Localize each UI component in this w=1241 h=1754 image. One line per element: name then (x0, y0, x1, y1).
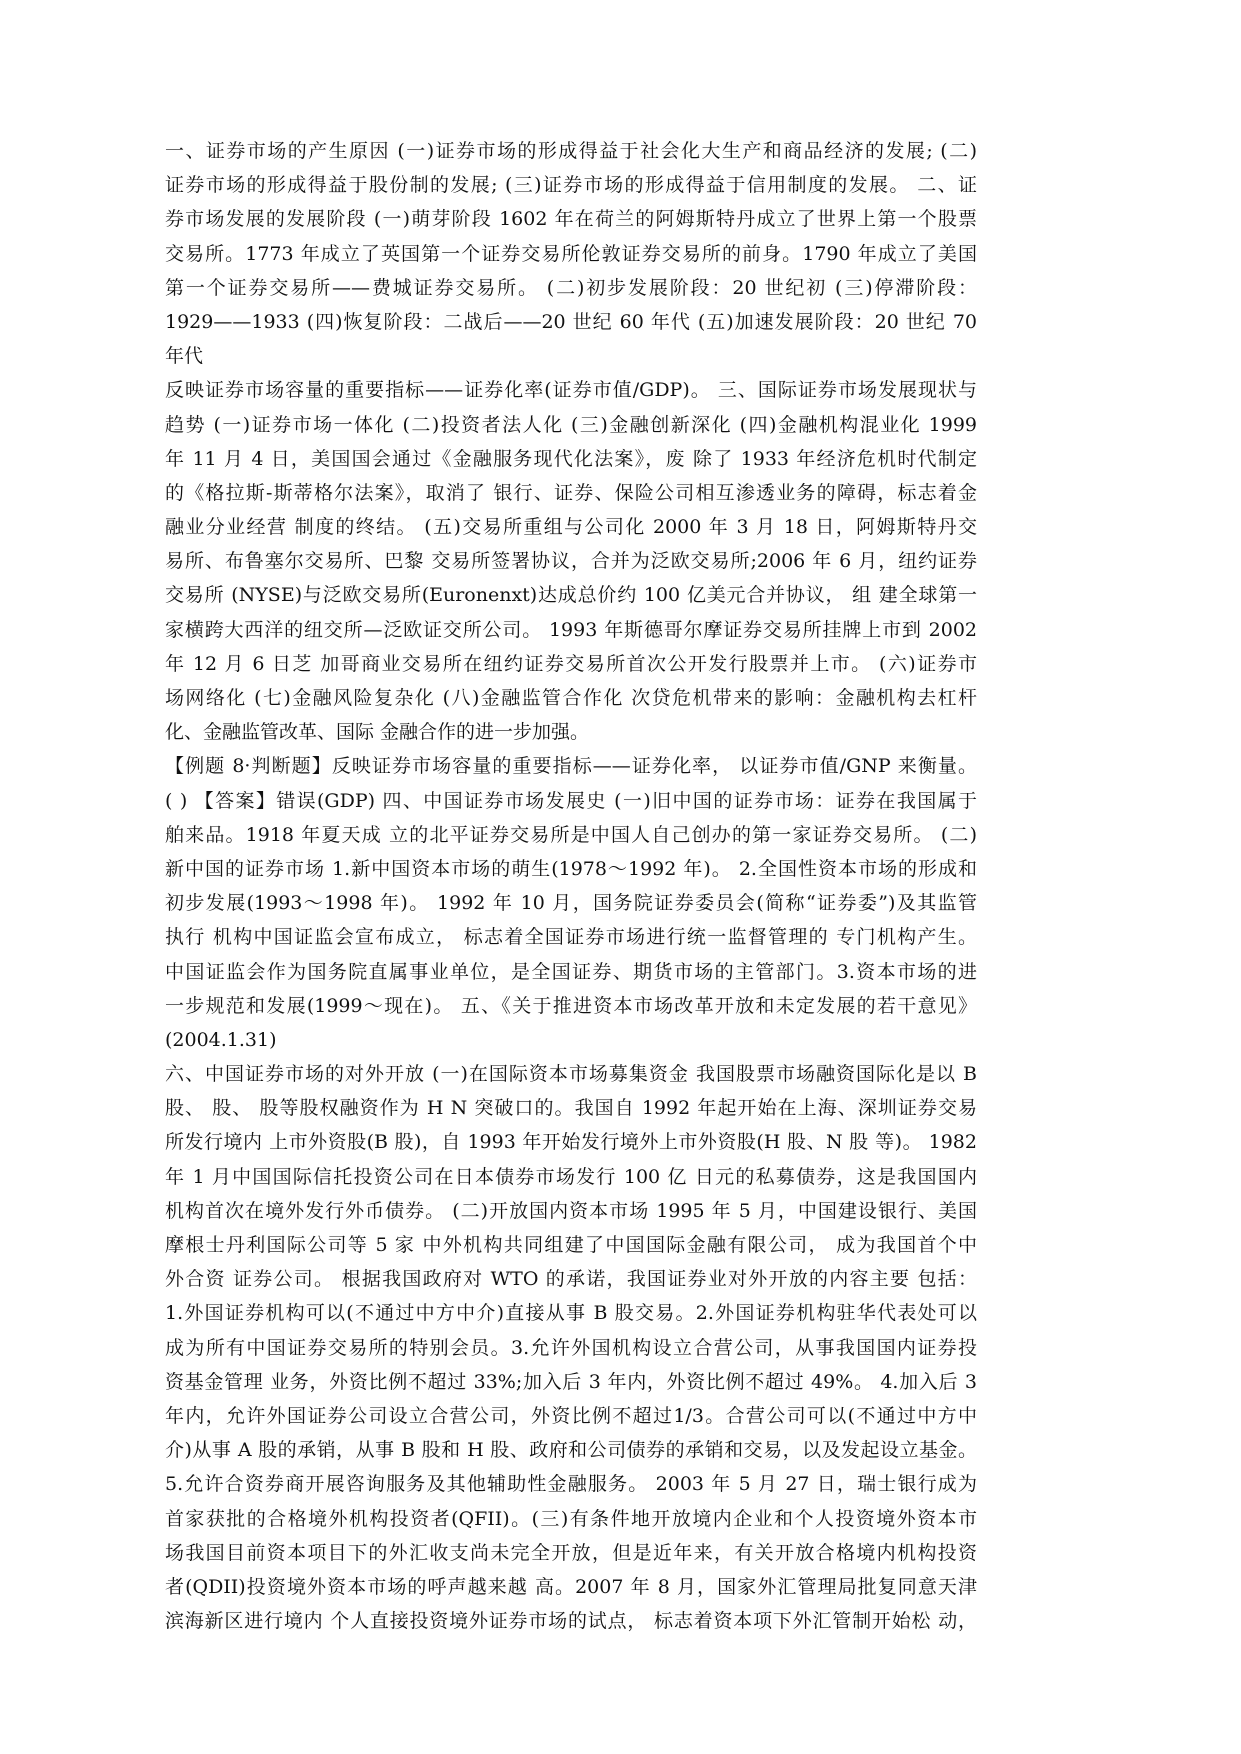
text-line: 摩根士丹利国际公司等 5 家 中外机构共同组建了中国国际金融有限公司， 成为我国首个中 (165, 1234, 977, 1256)
text-line: ( ) 【答案】错误(GDP) 四、中国证券市场发展史 (一)旧中国的证券市场：证券在我国属于 (165, 789, 977, 812)
text-line: 初步发展(1993～1998 年)。 1992 年 10 月，国务院证券委员会(简称“证券委”)及其监管 (165, 892, 977, 915)
text-line: 年内，允许外国证券公司设立合营公司，外资比例不超过1/3。合营公司可以(不通过中方中 (165, 1404, 977, 1427)
text-line: 外合资 证券公司。 根据我国政府对 WTO 的承诺，我国证券业对外开放的内容主要 包括： (165, 1268, 977, 1291)
text-line: 年 1 月中国国际信托投资公司在日本债券市场发行 100 亿 日元的私募债券，这是我国国内 (165, 1165, 977, 1188)
document-body (165, 134, 977, 1638)
text-line: 【例题 8·判断题】反映证券市场容量的重要指标——证券化率， 以证券市值/GNP 来衡量。 (165, 755, 977, 778)
text-line: 股、 股、 股等股权融资作为 H N 突破口的。我国自 1992 年起开始在上海、深圳证券交易 (165, 1097, 977, 1120)
text-line: 所发行境内 上市外资股(B 股)，自 1993 年开始发行境外上市外资股(H 股、N 股 等)。 1982 (165, 1131, 977, 1154)
text-line: 交易所。1773 年成立了英国第一个证券交易所伦敦证券交易所的前身。1790 年成立了美国 (165, 242, 977, 265)
text-line: 易所、布鲁塞尔交易所、巴黎 交易所签署协议，合并为泛欧交易所;2006 年 6 月，纽约证券 (165, 550, 977, 573)
text-line: 中国证监会作为国务院直属事业单位，是全国证券、期货市场的主管部门。3.资本市场的进 (165, 960, 977, 983)
text-line: 第一个证券交易所——费城证券交易所。 (二)初步发展阶段：20 世纪初 (三)停滞阶段： (165, 276, 977, 299)
text-line: 1.外国证券机构可以(不通过中方中介)直接从事 B 股交易。2.外国证券机构驻华代表处可以 (165, 1302, 977, 1325)
text-line: 新中国的证券市场 1.新中国资本市场的萌生(1978～1992 年)。 2.全国性资本市场的形成和 (165, 857, 977, 880)
text-line: 券市场发展的发展阶段 (一)萌芽阶段 1602 年在荷兰的阿姆斯特丹成立了世界上第一个股票 (165, 208, 977, 231)
text-line: 舶来品。1918 年夏天成 立的北平证券交易所是中国人自己创办的第一家证券交易所。 (二) (165, 823, 977, 846)
text-line: 者(QDII)投资境外资本市场的呼声越来越 高。2007 年 8 月，国家外汇管理局批复同意天津 (165, 1575, 977, 1598)
text-line: 机构首次在境外发行外币债券。 (二)开放国内资本市场 1995 年 5 月，中国建设银行、美国 (165, 1199, 977, 1222)
text-line: 家横跨大西洋的纽交所—泛欧证交所公司。 1993 年斯德哥尔摩证券交易所挂牌上市到 2002 (165, 618, 977, 641)
text-line: 趋势 (一)证券市场一体化 (二)投资者法人化 (三)金融创新深化 (四)金融机构混业化 1999 (165, 413, 977, 436)
text-line: 5.允许合资券商开展咨询服务及其他辅助性金融服务。 2003 年 5 月 27 日，瑞士银行成为 (165, 1473, 977, 1496)
text-line: 证券市场的形成得益于股份制的发展; (三)证券市场的形成得益于信用制度的发展。 二、证 (165, 174, 977, 197)
text-line: 年 12 月 6 日芝 加哥商业交易所在纽约证券交易所首次公开发行股票并上市。 (六)证券市 (165, 652, 977, 675)
text-line: 一、证券市场的产生原因 (一)证券市场的形成得益于社会化大生产和商品经济的发展; (二) (165, 140, 977, 162)
text-line: 成为所有中国证券交易所的特别会员。3.允许外国机构设立合营公司，从事我国国内证券投 (165, 1336, 977, 1359)
text-line: (2004.1.31) (165, 1028, 277, 1051)
text-line: 介)从事 A 股的承销，从事 B 股和 H 股、政府和公司债券的承销和交易，以及发起设立基金。 (165, 1439, 977, 1462)
text-line: 交易所 (NYSE)与泛欧交易所(Euronenxt)达成总价约 100 亿美元合并协议， 组 建全球第一 (165, 584, 977, 607)
text-line: 六、中国证券市场的对外开放 (一)在国际资本市场募集资金 我国股票市场融资国际化是以 B (165, 1063, 977, 1086)
text-line: 化、金融监管改革、国际 金融合作的进一步加强。 (165, 721, 590, 744)
text-line: 1929——1933 (四)恢复阶段：二战后——20 世纪 60 年代 (五)加速发展阶段：20 世纪 70 (165, 310, 977, 333)
text-line: 一步规范和发展(1999～现在)。 五、《关于推进资本市场改革开放和未定发展的若干意见》 (165, 994, 977, 1017)
text-line: 的《格拉斯-斯蒂格尔法案》，取消了 银行、证券、保险公司相互渗透业务的障碍，标志着金 (165, 481, 977, 504)
text-line: 融业分业经营 制度的终结。 (五)交易所重组与公司化 2000 年 3 月 18 日，阿姆斯特丹交 (165, 516, 977, 539)
text-line: 滨海新区进行境内 个人直接投资境外证券市场的试点， 标志着资本项下外汇管制开始松 动， (165, 1610, 977, 1633)
text-line: 年代 (165, 345, 204, 368)
text-line: 执行 机构中国证监会宣布成立， 标志着全国证券市场进行统一监督管理的 专门机构产生。 (165, 926, 977, 949)
text-line: 年 11 月 4 日，美国国会通过《金融服务现代化法案》，废 除了 1933 年经济危机时代制定 (165, 447, 977, 470)
text-line: 场网络化 (七)金融风险复杂化 (八)金融监管合作化 次贷危机带来的影响：金融机构去杠杆 (165, 687, 977, 709)
text-line: 反映证券市场容量的重要指标——证券化率(证券市值/GDP)。 三、国际证券市场发展现状与 (165, 379, 977, 402)
text-line: 场我国目前资本项目下的外汇收支尚未完全开放，但是近年来，有关开放合格境内机构投资 (165, 1541, 977, 1564)
text-line: 首家获批的合格境外机构投资者(QFII)。(三)有条件地开放境内企业和个人投资境外资本市 (165, 1507, 977, 1530)
text-line: 资基金管理 业务，外资比例不超过 33%;加入后 3 年内，外资比例不超过 49%。 4.加入后 3 (165, 1370, 977, 1393)
